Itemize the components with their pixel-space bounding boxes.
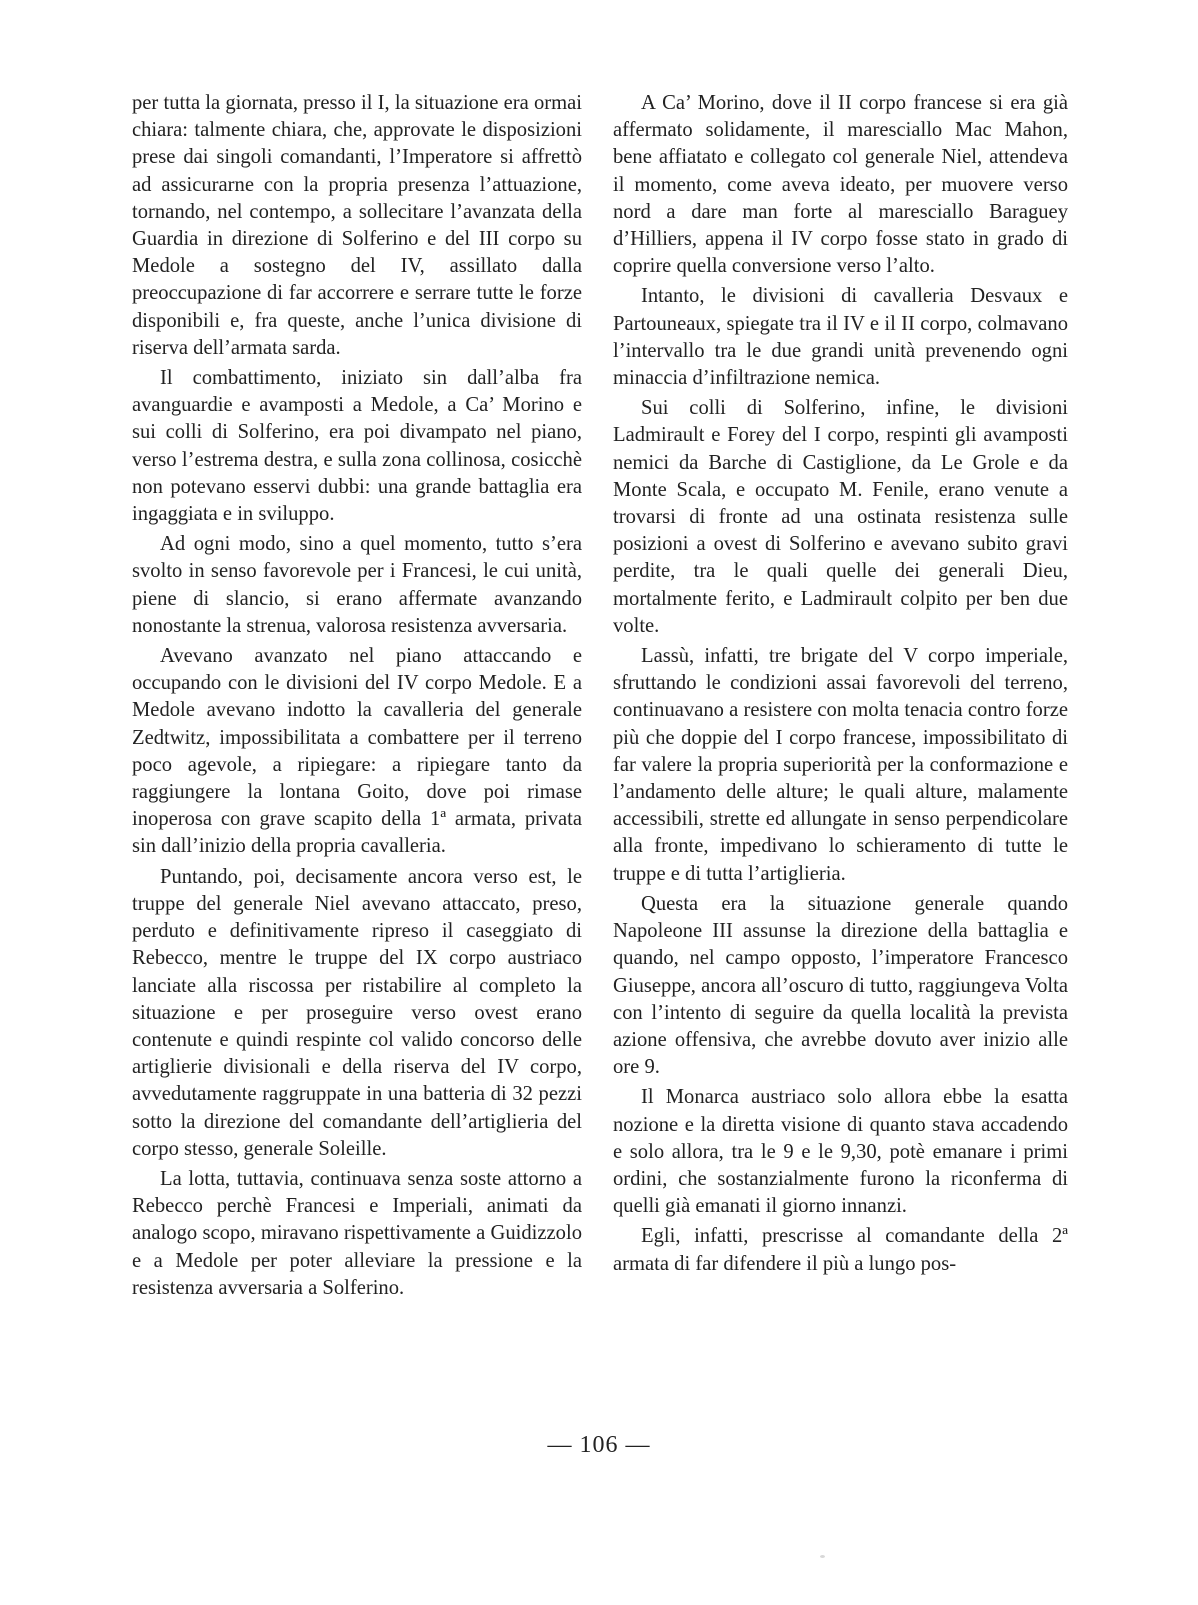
paragraph: Il combattimento, iniziato sin dall’alba fra avanguardie e avamposti a Medole, a Ca’ Morino e sui colli di Solferino, era poi divampato nel piano, verso l’estrema destra, e sulla zona collinosa, cosicchè non potevano esservi dubbi: una grande battaglia era ingaggiata e in sviluppo.	[132, 367, 582, 526]
paragraph: La lotta, tuttavia, continuava senza soste attorno a Rebecco perchè Francesi e Imperiali, animati da analogo scopo, miravano rispettivamente a Guidizzolo e a Medole per poter alleviare la pressione e la resistenza avversaria a Solferino.	[132, 1167, 582, 1299]
paragraph: Puntando, poi, decisamente ancora verso est, le truppe del generale Niel avevano attaccato, preso, perduto e definitivamente ripreso il caseggiato di Rebecco, mentre le truppe del IX corpo austriaco lanciate alla riscossa per ristabilire al completo la situazione e per proseguire verso ovest erano contenute e quindi respinte col valido concorso delle artiglierie divisionali e della riserva del IV corpo, avvedutamente raggruppate in una batteria di 32 pezzi sotto la direzione del comandante dell’artiglieria del corpo stesso, generale Soleille.	[132, 865, 582, 1160]
left-text-column	[132, 90, 582, 1305]
paragraph: Ad ogni modo, sino a quel momento, tutto s’era svolto in senso favorevole per i Francesi, le cui unità, piene di slancio, si erano affermate avanzando nonostante la strenua, valorosa resistenza avversaria.	[132, 533, 582, 637]
paragraph: Avevano avanzato nel piano attaccando e occupando con le divisioni del IV corpo Medole. E a Medole avevano indotto la cavalleria del generale Zedtwitz, impossibilitata a combattere per il terreno poco agevole, a ripiegare: a ripiegare tanto da raggiungere la lontana Goito, dove poi rimase inoperosa con grave scapito della 1ª armata, privata sin dall’inizio della propria cavalleria.	[132, 645, 582, 858]
page-number: — 106 —	[547, 1432, 651, 1458]
paragraph: Questa era la situazione generale quando Napoleone III assunse la direzione della battaglia e quando, nel campo opposto, l’imperatore Francesco Giuseppe, ancora all’oscuro di tutto, raggiungeva Volta con l’intento di seguire da quella località la prevista azione offensiva, che avrebbe dovuto aver inizio alle ore 9.	[613, 892, 1068, 1079]
paragraph: Il Monarca austriaco solo allora ebbe la esatta nozione e la diretta visione di quanto stava accadendo e solo allora, tra le 9 e le 9,30, potè emanare i primi ordini, che sostanzialmente furono la riconferma di quelli già emanati il giorno innanzi.	[613, 1086, 1068, 1218]
paragraph: Lassù, infatti, tre brigate del V corpo imperiale, sfruttando le condizioni assai favorevoli del terreno, continuavano a resistere con molta tenacia contro forze più che doppie del I corpo francese, impossibilitato di far valere la propria superiorità per la conformazione e l’andamento delle alture; le quali alture, malamente accessibili, strette ed allungate in senso perpendicolare alla fronte, impedivano lo schieramento di tutte le truppe e di tutta l’artiglieria.	[613, 645, 1068, 885]
paragraph: per tutta la giornata, presso il I, la situazione era ormai chiara: talmente chiara, che, approvate le disposizioni prese dai singoli comandanti, l’Imperatore si affrettò ad assicurarne con la propria presenza l’attuazione, tornando, nel contempo, a sollecitare l’avanzata della Guardia in direzione di Solferino e del III corpo su Medole a sostegno del IV, assillato dalla preoccupazione di far accorrere e serrare tutte le forze disponibili e, fra queste, anche l’unica divisione di riserva dell’armata sarda.	[132, 92, 582, 359]
paragraph: Intanto, le divisioni di cavalleria Desvaux e Partouneaux, spiegate tra il IV e il II corpo, colmavano l’intervallo tra le due grandi unità prevenendo ogni minaccia d’infiltrazione nemica.	[613, 285, 1068, 390]
paragraph: Egli, infatti, prescrisse al comandante della 2ª armata di far difendere il più a lungo pos-	[613, 1225, 1068, 1275]
scan-artifact	[820, 1555, 825, 1558]
paragraph: Sui colli di Solferino, infine, le divisioni Ladmirault e Forey del I corpo, respinti gli avamposti nemici da Barche di Castiglione, da Le Grole e da Monte Scala, e occupato M. Fenile, erano venute a trovarsi di fronte ad una ostinata resistenza sulle posizioni a ovest di Solferino e avevano subito gravi perdite, tra le quali quelle dei generali Dieu, mortalmente ferito, e Ladmirault colpito per ben due volte.	[613, 397, 1068, 637]
paragraph: A Ca’ Morino, dove il II corpo francese si era già affermato solidamente, il maresciallo Mac Mahon, bene affiatato e collegato col generale Niel, attendeva il momento, come aveva ideato, per muovere verso nord a dare man forte al maresciallo Baraguey d’Hilliers, appena il IV corpo fosse stato in grado di coprire quella conversione verso l’alto.	[613, 92, 1068, 278]
right-text-column	[613, 90, 1068, 1281]
